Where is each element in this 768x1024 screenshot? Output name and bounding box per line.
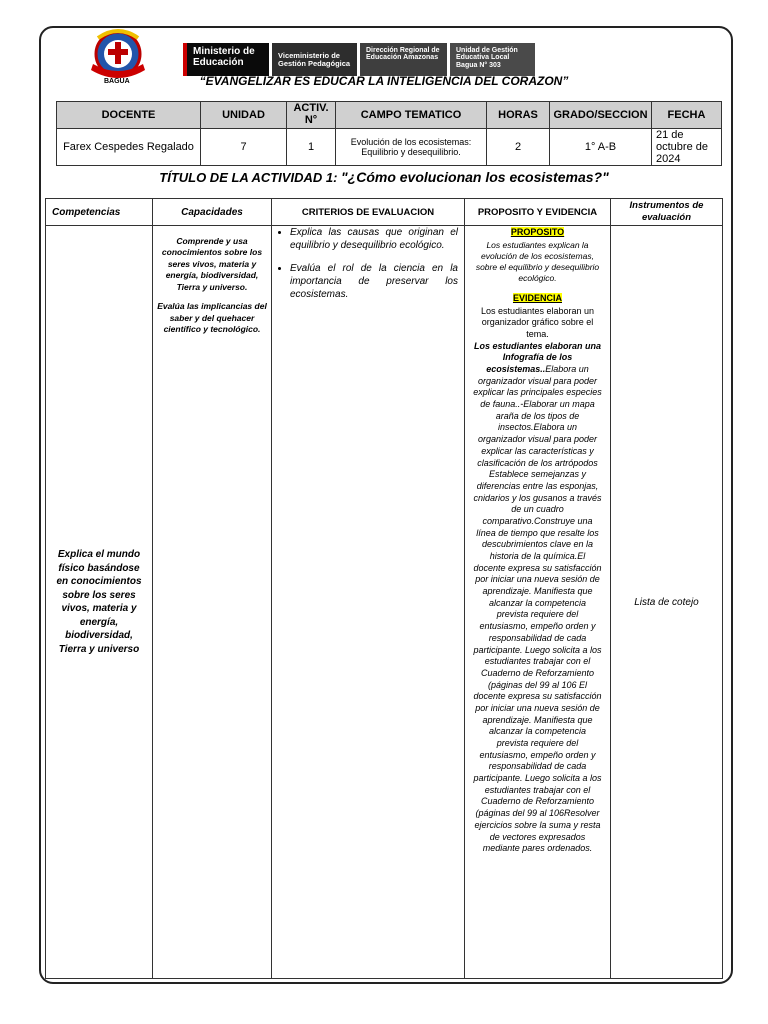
criterios-list: [272, 226, 464, 301]
value-docente: Farex Cespedes Regalado: [57, 129, 201, 166]
header-proposito: PROPOSITO Y EVIDENCIA: [465, 199, 611, 226]
info-header-row: [57, 102, 722, 129]
planning-table: [45, 198, 723, 979]
evidencia-bold: Los estudiantes elaboran una Infografía de los ecosistemas..: [473, 340, 602, 374]
header-capacidades: Capacidades: [153, 199, 272, 226]
planning-header-row: [46, 199, 723, 226]
header-grado: GRADO/SECCION: [550, 102, 652, 129]
seal-label: BAGUA: [104, 78, 130, 85]
value-activ: 1: [287, 129, 336, 166]
instrumento-cell: Lista de cotejo: [611, 226, 723, 979]
header-activ: ACTIV. N°: [287, 102, 336, 129]
header-instrumentos: Instrumentos de evaluación: [611, 199, 723, 226]
proposito-cell: [465, 226, 611, 979]
value-campo: Evolución de los ecosistemas: Equilibrio y desequilibrio.: [336, 129, 487, 166]
capacidad-2: Evalúa las implicancias del saber y del quehacer científico y tecnológico.: [157, 301, 267, 335]
header-unidad: UNIDAD: [201, 102, 287, 129]
activity-title-prefix: TÍTULO DE LA ACTIVIDAD 1:: [159, 170, 338, 185]
competencia-cell: Explica el mundo físico basándose en conocimientos sobre los seres vivos, materia y energía, biodiversidad, Tierra y universo: [46, 226, 153, 979]
header-horas: HORAS: [487, 102, 550, 129]
header-docente: DOCENTE: [57, 102, 201, 129]
criterio-1: • Explica las causas que originan el equilibrio y desequilibrio ecológico.: [290, 226, 458, 252]
ugel-logo: Unidad de Gestión Educativa Local Bagua N° 303: [450, 43, 535, 76]
capacidad-1: Comprende y usa conocimientos sobre los seres vivos, materia y energía, biodiversidad, Tierra y universo.: [161, 236, 263, 292]
value-grado: 1° A-B: [550, 129, 652, 166]
criterios-cell: [272, 226, 465, 979]
viceministerio-logo: Viceministerio de Gestión Pedagógica: [272, 43, 357, 76]
activity-title: [0, 169, 768, 185]
capacidades-cell: [153, 226, 272, 979]
ministerio-logo: Ministerio de Educación: [183, 43, 269, 76]
evidencia-text: Los estudiantes elaboran un organizador gráfico sobre el tema.: [480, 305, 595, 339]
motto: “EVANGELIZAR ES EDUCAR LA INTELIGENCIA DEL CORAZON”: [199, 74, 569, 88]
info-value-row: [57, 129, 722, 166]
direccion-regional-logo: Dirección Regional de Educación Amazonas: [360, 43, 447, 76]
header-competencias: Competencias: [46, 199, 153, 226]
header-criterios: CRITERIOS DE EVALUACION: [272, 199, 465, 226]
value-fecha: 21 de octubre de 2024: [652, 129, 722, 166]
planning-body-row: [46, 226, 723, 979]
header-fecha: FECHA: [652, 102, 722, 129]
proposito-label: PROPOSITO: [510, 227, 565, 237]
activity-title-text: "¿Cómo evolucionan los ecosistemas?": [341, 169, 609, 185]
info-table: [56, 101, 722, 166]
value-horas: 2: [487, 129, 550, 166]
value-unidad: 7: [201, 129, 287, 166]
proposito-text: Los estudiantes explican la evolución de los ecosistemas, sobre el equilibrio y desequilibrio ecológico.: [475, 239, 600, 283]
criterio-2: • Evalúa el rol de la ciencia en la importancia de preservar los ecosistemas.: [290, 262, 458, 301]
evidencia-label: EVIDENCIA: [512, 292, 562, 303]
evidencia-long: Elabora un organizador visual para poder explicar las principales especies de fauna..-Elaborar un mapa araña de los tipos de insectos.Elabora un organizador visual para poder explicar las características y clasificación de los artrópodos Establece semejanzas y diferencias entre las esponjas, cnidarios y los gusanos a través de un cuadro comparativo.Construye una línea de tiempo que resalte los descubrimientos clave en la historia de la química.El docente expresa su satisfacción por iniciar una nueva sesión de aprendizaje. Manifiesta que alcanzar la competencia prevista requiere del entusiasmo, empeño orden y responsabilidad de cada participante. Luego solicita a los estudiantes trabajar con el Cuaderno de Reforzamiento (páginas del 99 al 106 El docente expresa su satisfacción por iniciar una nueva sesión de aprendizaje. Manifiesta que alcanzar la competencia prevista requiere del entusiasmo, empeño orden y responsabilidad de cada participante. Luego solicita a los estudiantes trabajar con el Cuaderno de Reforzamiento (páginas del 99 al 106Resolver ejercicios sobre la suma y resta de vectores expresados mediante pares ordenados.: [473, 364, 602, 854]
header-campo: CAMPO TEMATICO: [336, 102, 487, 129]
